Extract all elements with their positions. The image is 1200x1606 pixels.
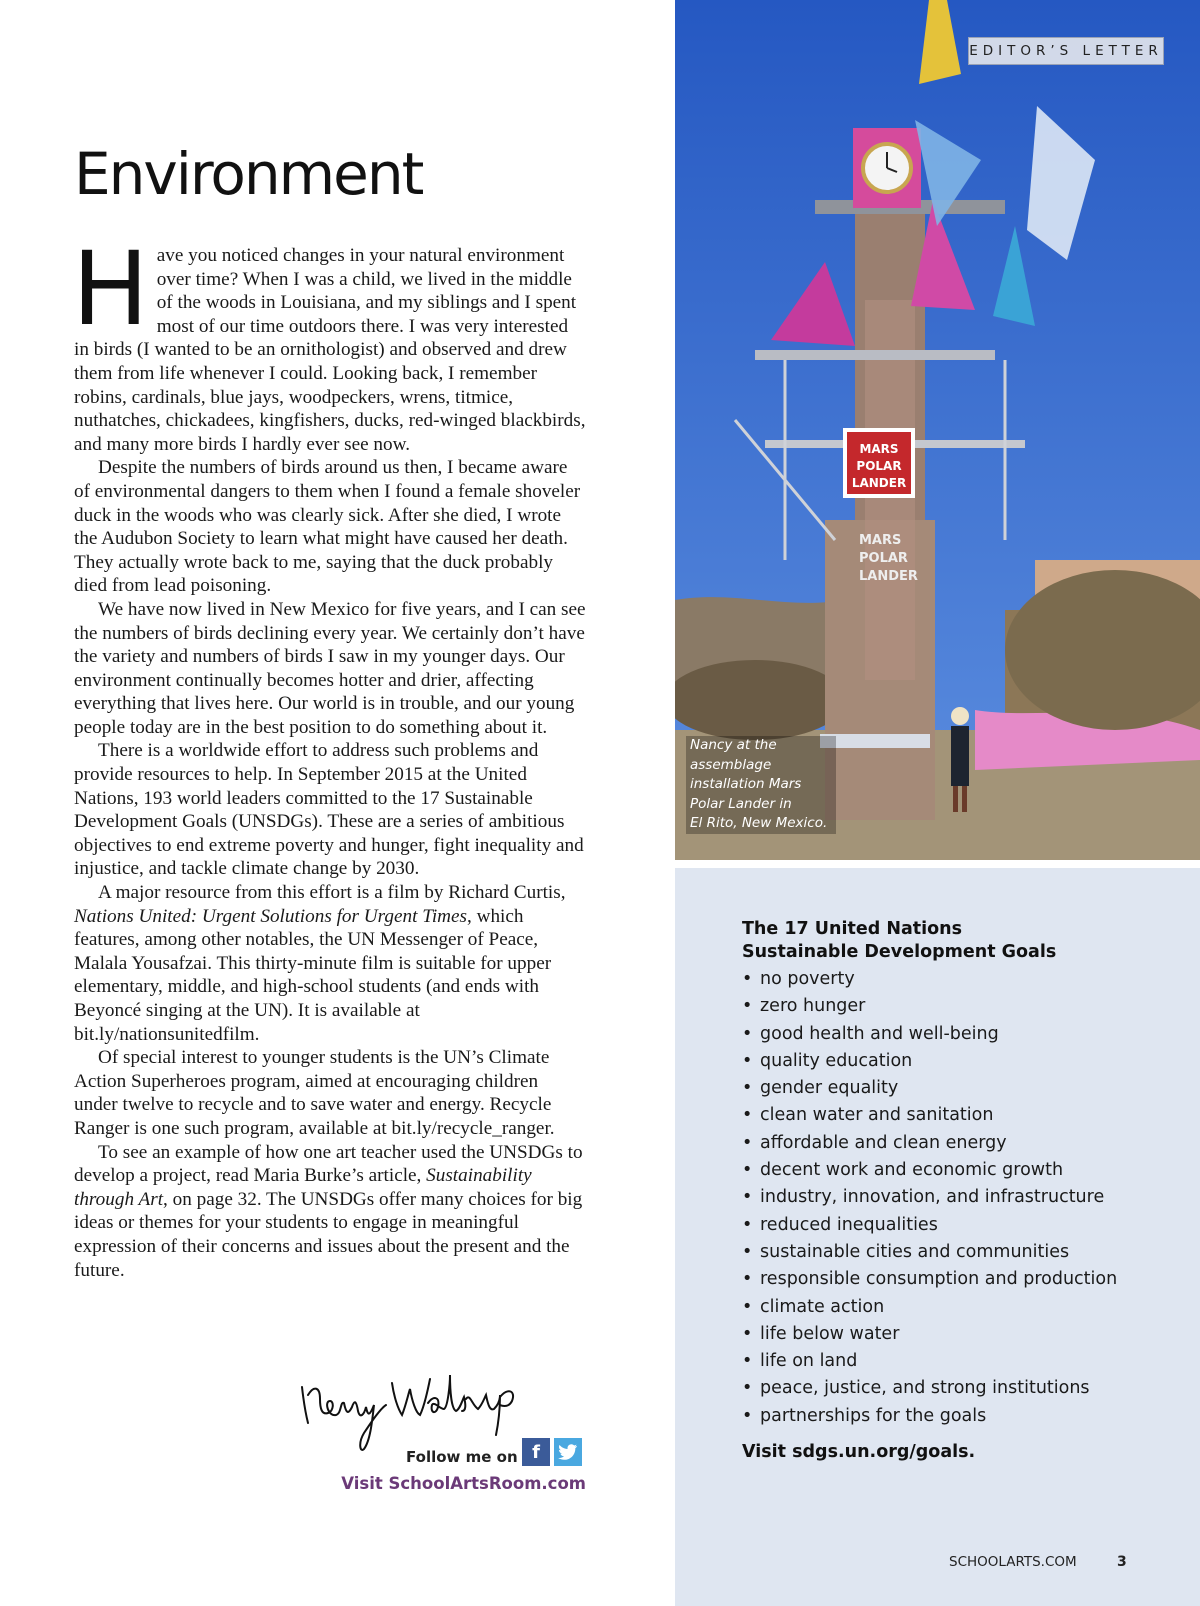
paragraph-5-a: A major resource from this effort is a film by Richard Curtis,: [98, 882, 566, 904]
paragraph-5-b: , which features, among other notables, the UN Messenger of Peace, Malala Yousafzai. This thirty-minute film is suitable for upper elementary, middle, and high-school students (and ends with Beyoncé singing at the UN). It is available at bit.ly/nationsunitedfilm.: [74, 905, 552, 1045]
sdg-item: • zero hunger: [742, 993, 1117, 1020]
paragraph-6: Of special interest to younger students is the UN’s Climate Action Superheroes program, aimed at encouraging children under twelve to recycle and to save water and energy. Recycle Ranger is one such program, available at bit.ly/recycle_ranger.: [74, 1047, 555, 1139]
sign-line-1: MARS: [859, 442, 899, 456]
twitter-bird-icon: [558, 1443, 578, 1461]
article-title: Environment: [74, 140, 423, 208]
article-body: [72, 230, 586, 1282]
sdg-item: • responsible consumption and production: [742, 1266, 1117, 1293]
caption-line: assemblage: [686, 756, 836, 776]
paragraph-7-b: , on page 32. The UNSDGs offer many choices for big ideas or themes for your students to engage in meaningful expression of their concerns and issues about the present and the future.: [74, 1188, 583, 1281]
follow-me-label: Follow me on: [406, 1448, 518, 1466]
sdg-item: • peace, justice, and strong institutions: [742, 1375, 1117, 1402]
sdg-sidebar: [675, 868, 1200, 1606]
sdg-item: • good health and well-being: [742, 1021, 1117, 1048]
photo-illustration: [675, 0, 1200, 860]
sdg-title-line-2: Sustainable Development Goals: [742, 942, 1057, 962]
sign-line-2: POLAR: [856, 459, 902, 473]
sdg-item: • climate action: [742, 1294, 1117, 1321]
article-reference: Sustainability through Art: [74, 1165, 532, 1210]
sdg-item: • decent work and economic growth: [742, 1157, 1117, 1184]
paragraph-1-text: ave you noticed changes in your natural environment over time? When I was a child, we lived in the middle of the woods in Louisiana, and my siblings and I spent most of our time outdoors there. I was very interested in birds (I wanted to be an ornithologist) and observed and drew them from life whenever I could. Looking back, I remember robins, cardinals, blue jays, woodpeckers, wrens, titmice, nuthatches, chickadees, kingfishers, ducks, red-winged blackbirds, and many more birds I hardly ever see now.: [74, 245, 586, 455]
drop-cap: H: [72, 230, 149, 349]
mars-polar-lander-photo: [675, 0, 1200, 860]
twitter-icon[interactable]: [554, 1438, 582, 1466]
caption-line: installation Mars: [686, 775, 836, 795]
caption-line: El Rito, New Mexico.: [686, 814, 836, 834]
sdg-item: • no poverty: [742, 966, 1117, 993]
film-title: Nations United: Urgent Solutions for Urgent Times: [74, 905, 467, 927]
sdg-item: • gender equality: [742, 1075, 1117, 1102]
paragraph-5: [74, 881, 586, 1046]
stone-sign-line-3: LANDER: [859, 569, 918, 584]
facebook-icon[interactable]: f: [522, 1438, 550, 1466]
sign-line-3: LANDER: [851, 476, 907, 490]
page-number: 3: [1117, 1554, 1127, 1570]
sdg-item: • clean water and sanitation: [742, 1102, 1117, 1129]
sdg-item: • life below water: [742, 1321, 1117, 1348]
sdg-item: • sustainable cities and communities: [742, 1239, 1117, 1266]
caption-line: Nancy at the: [686, 736, 836, 756]
paragraph-3: We have now lived in New Mexico for five years, and I can see the numbers of birds declining every year. We certainly don’t have the variety and numbers of birds I saw in my younger days. Our environment continually becomes hotter and drier, affecting everything that lives here. Our world is in trouble, and our young people today are in the best position to do something about it.: [74, 598, 586, 738]
photo-caption: [686, 736, 836, 834]
editors-letter-badge: EDITOR’S LETTER: [968, 37, 1164, 65]
stone-sign-line-2: POLAR: [859, 551, 908, 566]
sdg-title-line-1: The 17 United Nations: [742, 919, 963, 939]
footer-site: SCHOOLARTS.COM: [949, 1554, 1077, 1570]
stone-sign-line-1: MARS: [859, 533, 902, 548]
sdg-item: • quality education: [742, 1048, 1117, 1075]
sdg-item: • partnerships for the goals: [742, 1403, 1117, 1430]
sdg-item: • life on land: [742, 1348, 1117, 1375]
schoolartsroom-link[interactable]: Visit SchoolArtsRoom.com: [341, 1474, 586, 1493]
paragraph-7-a: To see an example of how one art teacher used the UNSDGs to develop a project, read Maria Burke’s article,: [74, 1141, 583, 1187]
article-column: [74, 0, 586, 1606]
paragraph-7: [74, 1141, 586, 1283]
handwritten-signature: [294, 1365, 534, 1455]
sdg-list: [742, 966, 1117, 1430]
sdg-title: [742, 918, 1162, 964]
paragraph-1: [72, 230, 586, 456]
paragraph-4: There is a worldwide effort to address such problems and provide resources to help. In September 2015 at the United Nations, 193 world leaders committed to the 17 Sustainable Development Goals (UNSDGs). These are a series of ambitious objectives to end extreme poverty and hunger, fight inequality and injustice, and tackle climate change by 2030.: [74, 740, 584, 880]
caption-line: Polar Lander in: [686, 795, 836, 815]
sdg-item: • industry, innovation, and infrastructure: [742, 1184, 1117, 1211]
sdg-visit-link[interactable]: Visit sdgs.un.org/goals.: [742, 1442, 976, 1462]
sdg-item: • affordable and clean energy: [742, 1130, 1117, 1157]
sdg-item: • reduced inequalities: [742, 1212, 1117, 1239]
paragraph-2: Despite the numbers of birds around us then, I became aware of environmental dangers to them when I found a female shoveler duck in the woods who was clearly sick. After she died, I wrote the Audubon Society to learn what might have caused her death. They actually wrote back to me, saying that the duck probably died from lead poisoning.: [74, 457, 581, 597]
